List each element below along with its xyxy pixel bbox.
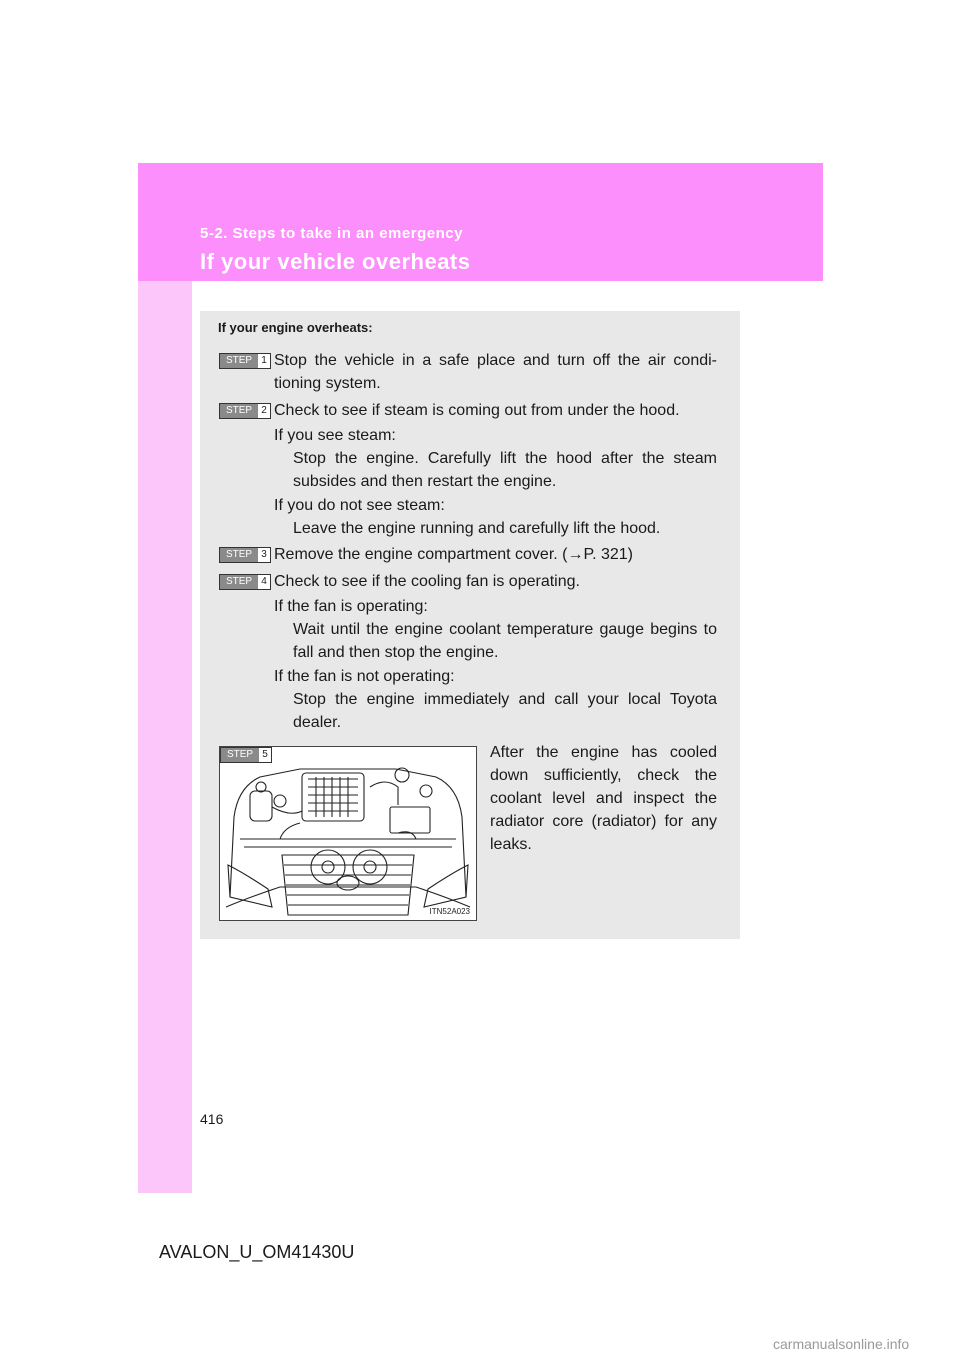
document-code: AVALON_U_OM41430U xyxy=(159,1242,355,1262)
case-condition: If the fan is not operating: xyxy=(274,668,455,685)
case-condition: If the fan is operating: xyxy=(274,598,428,615)
engine-compartment-illustration-icon xyxy=(220,747,476,920)
step-3-text: Remove the engine compartment cover. (→P. 321) xyxy=(274,546,633,563)
case-action: Wait until the engine coolant temperature gauge begins to fall and then stop the engine. xyxy=(293,621,717,661)
step-5-text: After the engine has cooled down sufficiently, check the coolant level and inspect the radiator core (radiator) for any leaks. xyxy=(490,744,717,853)
engine-compartment-figure xyxy=(219,746,477,921)
step-2-text: Check to see if steam is coming out from under the hood. xyxy=(274,402,680,419)
case-condition: If you do not see steam: xyxy=(274,497,445,514)
section-label: 5-2. Steps to take in an emergency xyxy=(200,225,463,242)
step-5-badge: STEP 5 xyxy=(220,747,272,763)
step-4-badge: STEP 4 xyxy=(219,574,271,590)
page-number: 416 xyxy=(200,1111,224,1127)
case-action: Stop the engine. Carefully lift the hood after the steam subsides and then restart the engine. xyxy=(293,450,717,490)
case-action: Stop the engine immediately and call your local Toyota dealer. xyxy=(293,691,717,731)
intro-heading: If your engine overheats: xyxy=(218,320,373,335)
figure-code: ITN52A023 xyxy=(429,907,470,916)
page-title: If your vehicle overheats xyxy=(200,249,471,274)
step-3-badge: STEP 3 xyxy=(219,547,271,563)
case-action: Leave the engine running and carefully lift the hood. xyxy=(293,520,661,537)
side-strip xyxy=(138,163,192,1193)
step-1-badge: STEP 1 xyxy=(219,353,271,369)
step-2-badge: STEP 2 xyxy=(219,403,271,419)
step-1-text: Stop the vehicle in a safe place and turn off the air condi-tioning system. xyxy=(274,352,717,392)
step-4-text: Check to see if the cooling fan is operating. xyxy=(274,573,580,590)
watermark: carmanualsonline.info xyxy=(773,1336,910,1352)
case-condition: If you see steam: xyxy=(274,427,396,444)
